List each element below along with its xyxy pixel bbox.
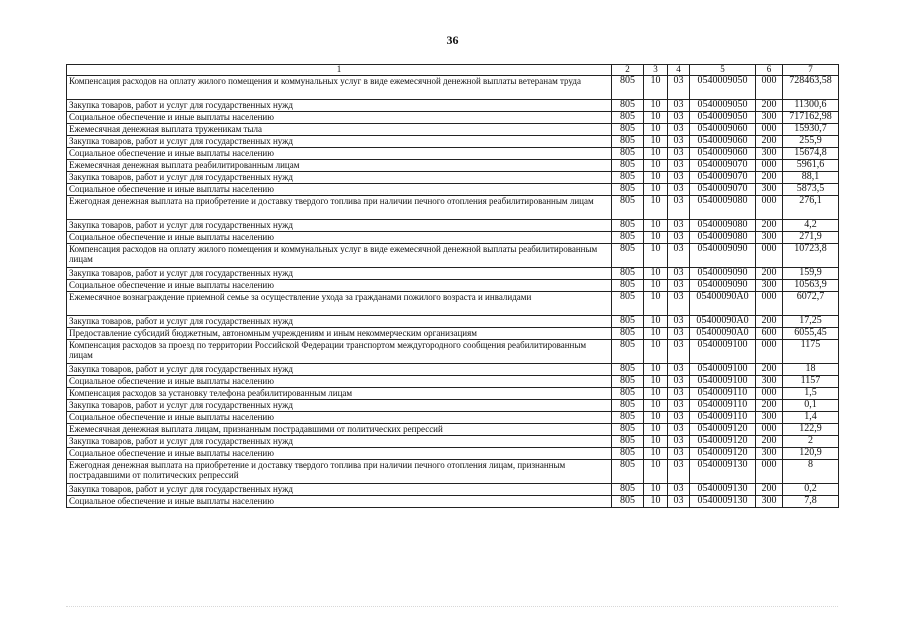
- row-name-cell: Ежемесячная денежная выплата труженикам тыла: [67, 124, 612, 136]
- header-col-7: 7: [783, 65, 839, 76]
- row-section-cell: 10: [644, 280, 668, 292]
- row-admin-code-cell: 805: [612, 268, 644, 280]
- row-admin-code-cell: 805: [612, 124, 644, 136]
- row-amount-cell: 17,25: [783, 316, 839, 328]
- row-section-cell: 10: [644, 316, 668, 328]
- row-amount-cell: 271,9: [783, 232, 839, 244]
- row-amount-cell: 10563,9: [783, 280, 839, 292]
- row-expense-type-cell: 300: [756, 376, 783, 388]
- page-number: 36: [446, 33, 459, 47]
- row-amount-cell: 159,9: [783, 268, 839, 280]
- row-section-cell: 10: [644, 292, 668, 316]
- row-amount-cell: 120,9: [783, 448, 839, 460]
- row-expense-type-cell: 200: [756, 100, 783, 112]
- table-row: [67, 148, 839, 160]
- row-name-cell: Закупка товаров, работ и услуг для государственных нужд: [67, 268, 612, 280]
- row-amount-cell: 717162,98: [783, 112, 839, 124]
- row-target-article-cell: 0540009120: [690, 424, 756, 436]
- row-target-article-cell: 0540009070: [690, 172, 756, 184]
- row-target-article-cell: 0540009080: [690, 196, 756, 220]
- row-amount-cell: 1157: [783, 376, 839, 388]
- row-amount-cell: 2: [783, 436, 839, 448]
- row-subsection-cell: 03: [668, 316, 690, 328]
- header-col-2: 2: [612, 65, 644, 76]
- row-target-article-cell: 0540009080: [690, 232, 756, 244]
- row-target-article-cell: 0540009060: [690, 136, 756, 148]
- row-admin-code-cell: 805: [612, 220, 644, 232]
- row-target-article-cell: 05400090А0: [690, 292, 756, 316]
- row-amount-cell: 15930,7: [783, 124, 839, 136]
- row-expense-type-cell: 000: [756, 340, 783, 364]
- row-subsection-cell: 03: [668, 388, 690, 400]
- row-expense-type-cell: 200: [756, 316, 783, 328]
- table-row: [67, 436, 839, 448]
- row-admin-code-cell: 805: [612, 136, 644, 148]
- row-target-article-cell: 0540009100: [690, 340, 756, 364]
- table-row: [67, 196, 839, 220]
- row-name-cell: Закупка товаров, работ и услуг для государственных нужд: [67, 220, 612, 232]
- table-row: [67, 448, 839, 460]
- row-expense-type-cell: 000: [756, 196, 783, 220]
- row-section-cell: 10: [644, 364, 668, 376]
- row-name-cell: Закупка товаров, работ и услуг для государственных нужд: [67, 172, 612, 184]
- row-target-article-cell: 0540009050: [690, 76, 756, 100]
- row-name-cell: Ежегодная денежная выплата на приобретение и доставку твердого топлива при наличии печного отопления реабилитированным лицам: [67, 196, 612, 220]
- row-admin-code-cell: 805: [612, 292, 644, 316]
- row-subsection-cell: 03: [668, 76, 690, 100]
- row-admin-code-cell: 805: [612, 316, 644, 328]
- row-name-cell: Закупка товаров, работ и услуг для государственных нужд: [67, 400, 612, 412]
- row-section-cell: 10: [644, 232, 668, 244]
- row-expense-type-cell: 000: [756, 124, 783, 136]
- row-section-cell: 10: [644, 412, 668, 424]
- row-section-cell: 10: [644, 496, 668, 508]
- table-row: [67, 400, 839, 412]
- row-subsection-cell: 03: [668, 424, 690, 436]
- table-row: [67, 376, 839, 388]
- row-admin-code-cell: 805: [612, 196, 644, 220]
- row-admin-code-cell: 805: [612, 280, 644, 292]
- row-subsection-cell: 03: [668, 124, 690, 136]
- row-expense-type-cell: 200: [756, 364, 783, 376]
- row-target-article-cell: 05400090А0: [690, 316, 756, 328]
- row-expense-type-cell: 300: [756, 412, 783, 424]
- table-row: [67, 388, 839, 400]
- row-amount-cell: 88,1: [783, 172, 839, 184]
- table-body: [67, 76, 839, 508]
- row-admin-code-cell: 805: [612, 184, 644, 196]
- row-name-cell: Компенсация расходов на оплату жилого помещения и коммунальных услуг в виде ежемесячной денежной выплаты реабилитированным лицам: [67, 244, 612, 268]
- row-section-cell: 10: [644, 184, 668, 196]
- row-amount-cell: 6072,7: [783, 292, 839, 316]
- row-amount-cell: 4,2: [783, 220, 839, 232]
- row-admin-code-cell: 805: [612, 112, 644, 124]
- row-amount-cell: 7,8: [783, 496, 839, 508]
- row-subsection-cell: 03: [668, 148, 690, 160]
- row-section-cell: 10: [644, 124, 668, 136]
- row-name-cell: Социальное обеспечение и иные выплаты населению: [67, 232, 612, 244]
- row-name-cell: Закупка товаров, работ и услуг для государственных нужд: [67, 436, 612, 448]
- row-subsection-cell: 03: [668, 448, 690, 460]
- row-target-article-cell: 0540009110: [690, 400, 756, 412]
- row-expense-type-cell: 300: [756, 112, 783, 124]
- row-section-cell: 10: [644, 196, 668, 220]
- row-target-article-cell: 0540009090: [690, 268, 756, 280]
- row-name-cell: Социальное обеспечение и иные выплаты населению: [67, 280, 612, 292]
- table-row: [67, 100, 839, 112]
- row-section-cell: 10: [644, 100, 668, 112]
- row-target-article-cell: 0540009050: [690, 112, 756, 124]
- row-section-cell: 10: [644, 136, 668, 148]
- row-admin-code-cell: 805: [612, 424, 644, 436]
- row-admin-code-cell: 805: [612, 448, 644, 460]
- table-row: [67, 244, 839, 268]
- row-amount-cell: 5873,5: [783, 184, 839, 196]
- row-target-article-cell: 0540009060: [690, 124, 756, 136]
- row-subsection-cell: 03: [668, 160, 690, 172]
- row-section-cell: 10: [644, 340, 668, 364]
- table-row: [67, 460, 839, 484]
- row-admin-code-cell: 805: [612, 328, 644, 340]
- row-subsection-cell: 03: [668, 436, 690, 448]
- row-amount-cell: 5961,6: [783, 160, 839, 172]
- row-section-cell: 10: [644, 448, 668, 460]
- row-target-article-cell: 0540009120: [690, 436, 756, 448]
- row-amount-cell: 11300,6: [783, 100, 839, 112]
- row-name-cell: Закупка товаров, работ и услуг для государственных нужд: [67, 136, 612, 148]
- row-admin-code-cell: 805: [612, 76, 644, 100]
- row-admin-code-cell: 805: [612, 340, 644, 364]
- row-subsection-cell: 03: [668, 484, 690, 496]
- row-subsection-cell: 03: [668, 244, 690, 268]
- row-amount-cell: 122,9: [783, 424, 839, 436]
- row-expense-type-cell: 200: [756, 436, 783, 448]
- row-target-article-cell: 0540009080: [690, 220, 756, 232]
- row-name-cell: Компенсация расходов за установку телефона реабилитированным лицам: [67, 388, 612, 400]
- row-target-article-cell: 0540009130: [690, 484, 756, 496]
- row-name-cell: Закупка товаров, работ и услуг для государственных нужд: [67, 364, 612, 376]
- row-expense-type-cell: 000: [756, 244, 783, 268]
- row-expense-type-cell: 300: [756, 148, 783, 160]
- row-admin-code-cell: 805: [612, 100, 644, 112]
- row-name-cell: Социальное обеспечение и иные выплаты населению: [67, 496, 612, 508]
- row-expense-type-cell: 200: [756, 136, 783, 148]
- row-amount-cell: 276,1: [783, 196, 839, 220]
- row-amount-cell: 10723,8: [783, 244, 839, 268]
- row-section-cell: 10: [644, 328, 668, 340]
- row-amount-cell: 1,4: [783, 412, 839, 424]
- row-section-cell: 10: [644, 424, 668, 436]
- row-expense-type-cell: 000: [756, 76, 783, 100]
- table-row: [67, 280, 839, 292]
- row-target-article-cell: 0540009100: [690, 376, 756, 388]
- table-row: [67, 124, 839, 136]
- row-target-article-cell: 0540009110: [690, 388, 756, 400]
- row-admin-code-cell: 805: [612, 364, 644, 376]
- row-amount-cell: 6055,45: [783, 328, 839, 340]
- row-admin-code-cell: 805: [612, 496, 644, 508]
- table-row: [67, 316, 839, 328]
- row-amount-cell: 728463,58: [783, 76, 839, 100]
- table-row: [67, 112, 839, 124]
- table-row: [67, 232, 839, 244]
- row-target-article-cell: 0540009130: [690, 460, 756, 484]
- row-target-article-cell: 0540009070: [690, 184, 756, 196]
- row-target-article-cell: 0540009100: [690, 364, 756, 376]
- table-row: [67, 172, 839, 184]
- row-subsection-cell: 03: [668, 220, 690, 232]
- row-section-cell: 10: [644, 220, 668, 232]
- row-name-cell: Социальное обеспечение и иные выплаты населению: [67, 112, 612, 124]
- row-target-article-cell: 0540009050: [690, 100, 756, 112]
- row-admin-code-cell: 805: [612, 436, 644, 448]
- row-expense-type-cell: 000: [756, 292, 783, 316]
- row-subsection-cell: 03: [668, 292, 690, 316]
- page-bottom-edge: [66, 606, 838, 608]
- table-row: [67, 160, 839, 172]
- row-subsection-cell: 03: [668, 268, 690, 280]
- row-subsection-cell: 03: [668, 232, 690, 244]
- header-col-3: 3: [644, 65, 668, 76]
- row-expense-type-cell: 200: [756, 268, 783, 280]
- table-row: [67, 484, 839, 496]
- row-admin-code-cell: 805: [612, 244, 644, 268]
- row-section-cell: 10: [644, 172, 668, 184]
- row-name-cell: Ежегодная денежная выплата на приобретение и доставку твердого топлива при наличии печного отопления лицам, признанным пострадавшими от политических репрессий: [67, 460, 612, 484]
- row-expense-type-cell: 200: [756, 220, 783, 232]
- table-row: [67, 496, 839, 508]
- header-col-6: 6: [756, 65, 783, 76]
- row-amount-cell: 8: [783, 460, 839, 484]
- row-section-cell: 10: [644, 460, 668, 484]
- row-section-cell: 10: [644, 160, 668, 172]
- table-row: [67, 76, 839, 100]
- table-row: [67, 136, 839, 148]
- row-amount-cell: 1175: [783, 340, 839, 364]
- row-amount-cell: 18: [783, 364, 839, 376]
- row-expense-type-cell: 600: [756, 328, 783, 340]
- row-target-article-cell: 0540009060: [690, 148, 756, 160]
- row-target-article-cell: 05400090А0: [690, 328, 756, 340]
- row-amount-cell: 15674,8: [783, 148, 839, 160]
- row-subsection-cell: 03: [668, 376, 690, 388]
- row-expense-type-cell: 000: [756, 460, 783, 484]
- header-col-5: 5: [690, 65, 756, 76]
- row-expense-type-cell: 000: [756, 424, 783, 436]
- table-row: [67, 268, 839, 280]
- row-name-cell: Ежемесячная денежная выплата реабилитированным лицам: [67, 160, 612, 172]
- row-name-cell: Закупка товаров, работ и услуг для государственных нужд: [67, 100, 612, 112]
- table-row: [67, 292, 839, 316]
- row-section-cell: 10: [644, 76, 668, 100]
- row-subsection-cell: 03: [668, 280, 690, 292]
- table-row: [67, 328, 839, 340]
- row-expense-type-cell: 300: [756, 496, 783, 508]
- row-section-cell: 10: [644, 484, 668, 496]
- row-subsection-cell: 03: [668, 196, 690, 220]
- row-admin-code-cell: 805: [612, 160, 644, 172]
- row-name-cell: Компенсация расходов на оплату жилого помещения и коммунальных услуг в виде ежемесячной денежной выплаты ветеранам труда: [67, 76, 612, 100]
- row-expense-type-cell: 200: [756, 172, 783, 184]
- row-subsection-cell: 03: [668, 364, 690, 376]
- row-subsection-cell: 03: [668, 412, 690, 424]
- table-row: [67, 340, 839, 364]
- row-subsection-cell: 03: [668, 112, 690, 124]
- row-admin-code-cell: 805: [612, 400, 644, 412]
- header-col-4: 4: [668, 65, 690, 76]
- table-row: [67, 364, 839, 376]
- row-target-article-cell: 0540009130: [690, 496, 756, 508]
- row-section-cell: 10: [644, 376, 668, 388]
- row-expense-type-cell: 300: [756, 280, 783, 292]
- row-expense-type-cell: 000: [756, 388, 783, 400]
- row-admin-code-cell: 805: [612, 484, 644, 496]
- row-section-cell: 10: [644, 388, 668, 400]
- row-name-cell: Ежемесячное вознаграждение приемной семье за осуществление ухода за гражданами пожилого возраста и инвалидами: [67, 292, 612, 316]
- row-subsection-cell: 03: [668, 100, 690, 112]
- row-name-cell: Социальное обеспечение и иные выплаты населению: [67, 412, 612, 424]
- row-amount-cell: 0,2: [783, 484, 839, 496]
- row-expense-type-cell: 000: [756, 160, 783, 172]
- row-section-cell: 10: [644, 268, 668, 280]
- row-admin-code-cell: 805: [612, 376, 644, 388]
- row-amount-cell: 1,5: [783, 388, 839, 400]
- row-target-article-cell: 0540009120: [690, 448, 756, 460]
- row-expense-type-cell: 300: [756, 184, 783, 196]
- table-header-row: [67, 65, 839, 76]
- row-subsection-cell: 03: [668, 340, 690, 364]
- row-target-article-cell: 0540009090: [690, 244, 756, 268]
- row-target-article-cell: 0540009070: [690, 160, 756, 172]
- row-expense-type-cell: 200: [756, 484, 783, 496]
- row-section-cell: 10: [644, 148, 668, 160]
- row-subsection-cell: 03: [668, 460, 690, 484]
- row-admin-code-cell: 805: [612, 232, 644, 244]
- header-col-1: 1: [67, 65, 612, 76]
- row-name-cell: Закупка товаров, работ и услуг для государственных нужд: [67, 484, 612, 496]
- row-target-article-cell: 0540009110: [690, 412, 756, 424]
- row-section-cell: 10: [644, 244, 668, 268]
- row-admin-code-cell: 805: [612, 148, 644, 160]
- row-name-cell: Ежемесячная денежная выплата лицам, признанным пострадавшими от политических репрессий: [67, 424, 612, 436]
- row-name-cell: Закупка товаров, работ и услуг для государственных нужд: [67, 316, 612, 328]
- row-subsection-cell: 03: [668, 496, 690, 508]
- row-expense-type-cell: 300: [756, 232, 783, 244]
- row-expense-type-cell: 200: [756, 400, 783, 412]
- row-subsection-cell: 03: [668, 136, 690, 148]
- budget-table: [66, 64, 839, 508]
- row-admin-code-cell: 805: [612, 172, 644, 184]
- row-name-cell: Социальное обеспечение и иные выплаты населению: [67, 184, 612, 196]
- table-row: [67, 424, 839, 436]
- table-row: [67, 220, 839, 232]
- row-admin-code-cell: 805: [612, 412, 644, 424]
- row-section-cell: 10: [644, 400, 668, 412]
- row-section-cell: 10: [644, 112, 668, 124]
- row-admin-code-cell: 805: [612, 460, 644, 484]
- row-admin-code-cell: 805: [612, 388, 644, 400]
- row-target-article-cell: 0540009090: [690, 280, 756, 292]
- row-name-cell: Предоставление субсидий бюджетным, автономным учреждениям и иным некоммерческим организациям: [67, 328, 612, 340]
- row-name-cell: Социальное обеспечение и иные выплаты населению: [67, 376, 612, 388]
- row-subsection-cell: 03: [668, 400, 690, 412]
- row-expense-type-cell: 300: [756, 448, 783, 460]
- table-row: [67, 184, 839, 196]
- row-amount-cell: 255,9: [783, 136, 839, 148]
- row-name-cell: Социальное обеспечение и иные выплаты населению: [67, 148, 612, 160]
- row-name-cell: Социальное обеспечение и иные выплаты населению: [67, 448, 612, 460]
- row-amount-cell: 0,1: [783, 400, 839, 412]
- row-name-cell: Компенсация расходов за проезд по территории Российской Федерации транспортом междугородного сообщения реабилитированным лицам: [67, 340, 612, 364]
- table-row: [67, 412, 839, 424]
- row-subsection-cell: 03: [668, 184, 690, 196]
- row-subsection-cell: 03: [668, 328, 690, 340]
- row-section-cell: 10: [644, 436, 668, 448]
- row-subsection-cell: 03: [668, 172, 690, 184]
